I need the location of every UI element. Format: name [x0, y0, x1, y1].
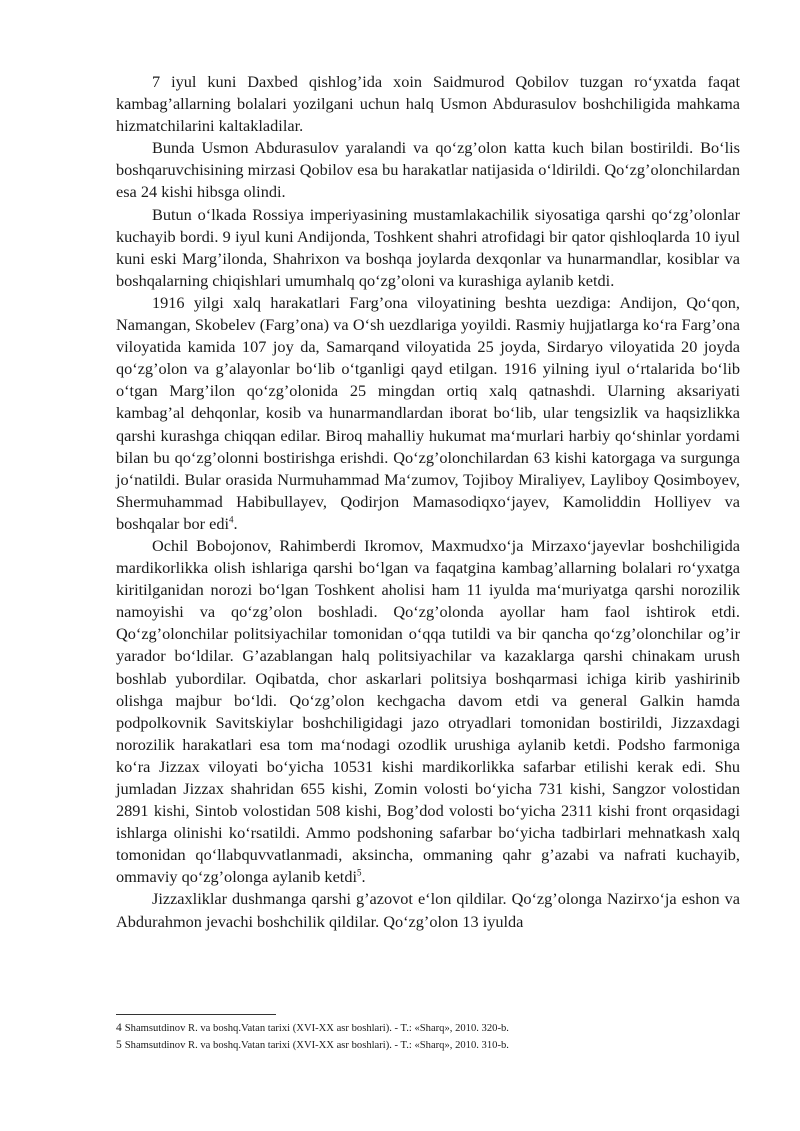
paragraph-4 — [116, 292, 740, 535]
footnote-ref-4[interactable]: 4 — [229, 514, 234, 525]
footnote-ref-5[interactable]: 5 — [357, 867, 362, 878]
footnote-separator — [116, 1014, 276, 1015]
paragraph-4-end: . — [233, 513, 238, 533]
paragraph-2: Bunda Usmon Abdurasulov yaralandi va qo‘zg’olon katta kuch bilan bostirildi. Bo‘lis boshqaruvchisining mirzasi Qobilov esa bu harakatlar natijasida o‘ldirildi. Qo‘zg’olonchilardan esa 24 kishi hibsga olindi. — [116, 138, 740, 202]
paragraph-3: Butun o‘lkada Rossiya imperiyasining mustamlakachilik siyosatiga qarshi qo‘zg’olonlar kuchayib bordi. 9 iyul kuni Andijonda, Toshkent shahri atrofidagi bir qator qishloqlarda 10 iyul kuni eski Marg’ilonda, Shahrixon va boshqa joylarda dexqonlar va hunarmandlar, kosiblar va boshqalarning chiqishlari umumhalq qo‘zg’oloni va kurashiga aylanib ketdi. — [116, 204, 740, 290]
footnote-text: Shamsutdinov R. va boshq.Vatan tarixi (XVI-XX asr boshlari). - T.: «Sharq», 2010. 320-b. — [124, 1023, 509, 1034]
footnote-5 — [116, 1037, 740, 1054]
paragraph-6: Jizzaxliklar dushmanga qarshi g’azovot e‘lon qildilar. Qo‘zg’olonga Nazirxo‘ja eshon va Abdurahmon jevachi boshchilik qildilar. Qo‘zg’olon 13 iyulda — [116, 889, 740, 931]
paragraph-1: 7 iyul kuni Daxbed qishlog’ida xoin Saidmurod Qobilov tuzgan ro‘yxatda faqat kambag’allarning bolalari yozilgani uchun halq Usmon Abdurasulov boshchiligida mahkama hizmatchilarini kaltakladilar. — [116, 72, 740, 136]
document-body — [116, 71, 740, 933]
paragraph-5-text: Ochil Bobojonov, Rahimberdi Ikromov, Maxmudxo‘ja Mirzaxo‘jayevlar boshchiligida mardikorlikka olish ishlariga qarshi bo‘lgan va faqatgina kambag’allarning bolalari ro‘yxatga kiritilganidan norozi bo‘lgan Toshkent aholisi ham 11 iyulda ma‘muriyatga qarshi norozilik namoyishi va qo‘zg’olon boshladi. Qo‘zg’olonda ayollar ham faol ishtirok etdi. Qo‘zg’olonchilar politsiyachilar tomonidan o‘qqa tutildi va bir qancha qo‘zg’olonchilar og’ir yarador bo‘ldilar. G’azablangan halq politsiyachilar va kazaklarga qarshi chinakam urush boshlab yubordilar. Oqibatda, chor askarlari politsiya boshqarmasi ichiga kirib yashirinib olishga majbur bo‘ldi. Qo‘zg’olon kechgacha davom etdi va general Galkin hamda podpolkovnik Savitskiylar boshchiligidagi jazo otryadlari tomonidan bostirildi, Jizzaxdagi norozilik harakatlari esa tom ma‘nodagi ozodlik urushiga aylanib ketdi. Podsho farmoniga ko‘ra Jizzax viloyati bo‘yicha 10531 kishi mardikorlikka safarbar etilishi kerak edi. Shu jumladan Jizzax shahridan 655 kishi, Zomin volosti bo‘yicha 731 kishi, Sangzor volostidan 2891 kishi, Sintob volostidan 508 kishi, Bog’dod volosti bo‘yicha 2311 kishi front orqasidagi ishlarga olinishi ko‘rsatildi. Ammo podshoning safarbar bo‘yicha tadbirlari mehnatkash xalq tomonidan qo‘llabquvvatlanmadi, aksincha, ommaning qahr g’azabi va nafrati kuchayib, ommaviy qo‘zg’olonga aylanib ketdi — [116, 535, 740, 887]
footnote-4 — [116, 1020, 740, 1037]
footnote-number: 4 — [116, 1022, 122, 1034]
paragraph-5 — [116, 535, 740, 889]
footnote-text: Shamsutdinov R. va boshq.Vatan tarixi (XVI-XX asr boshlari). - T.: «Sharq», 2010. 310-b. — [124, 1040, 509, 1051]
footnote-number: 5 — [116, 1039, 122, 1051]
footnotes — [116, 1020, 740, 1054]
paragraph-4-text: 1916 yilgi xalq harakatlari Farg’ona viloyatining beshta uezdiga: Andijon, Qo‘qon, Namangan, Skobelev (Farg’ona) va O‘sh uezdlariga yoyildi. Rasmiy hujjatlarga ko‘ra Farg’ona viloyatida kamida 107 joy da, Samarqand viloyatida 25 joyda, Sirdaryo viloyatida 20 joyda qo‘zg’olon va g’alayonlar bo‘lib o‘tganligi qayd etilgan. 1916 yilning iyul o‘rtalarida bo‘lib o‘tgan Marg’ilon qo‘zg’olonida 25 mingdan ortiq xalq qatnashdi. Ularning aksariyati kambag’al dehqonlar, kosib va hunarmandlardan iborat bo‘lib, ular tengsizlik va haqsizlikka qarshi kurashga chiqqan edilar. Biroq mahalliy hukumat ma‘murlari harbiy qo‘shinlar yordami bilan bu qo‘zg’olonni bostirishga erishdi. Qo‘zg’olonchilardan 63 kishi katorgaga va surgunga jo‘natildi. Bular orasida Nurmuhammad Ma‘zumov, Tojiboy Miraliyev, Layliboy Qosimboyev, Shermuhammad Habibullayev, Qodirjon Mamasodiqxo‘jayev, Kamoliddin Holliyev va boshqalar bor edi — [116, 292, 740, 533]
paragraph-5-end: . — [361, 867, 366, 887]
